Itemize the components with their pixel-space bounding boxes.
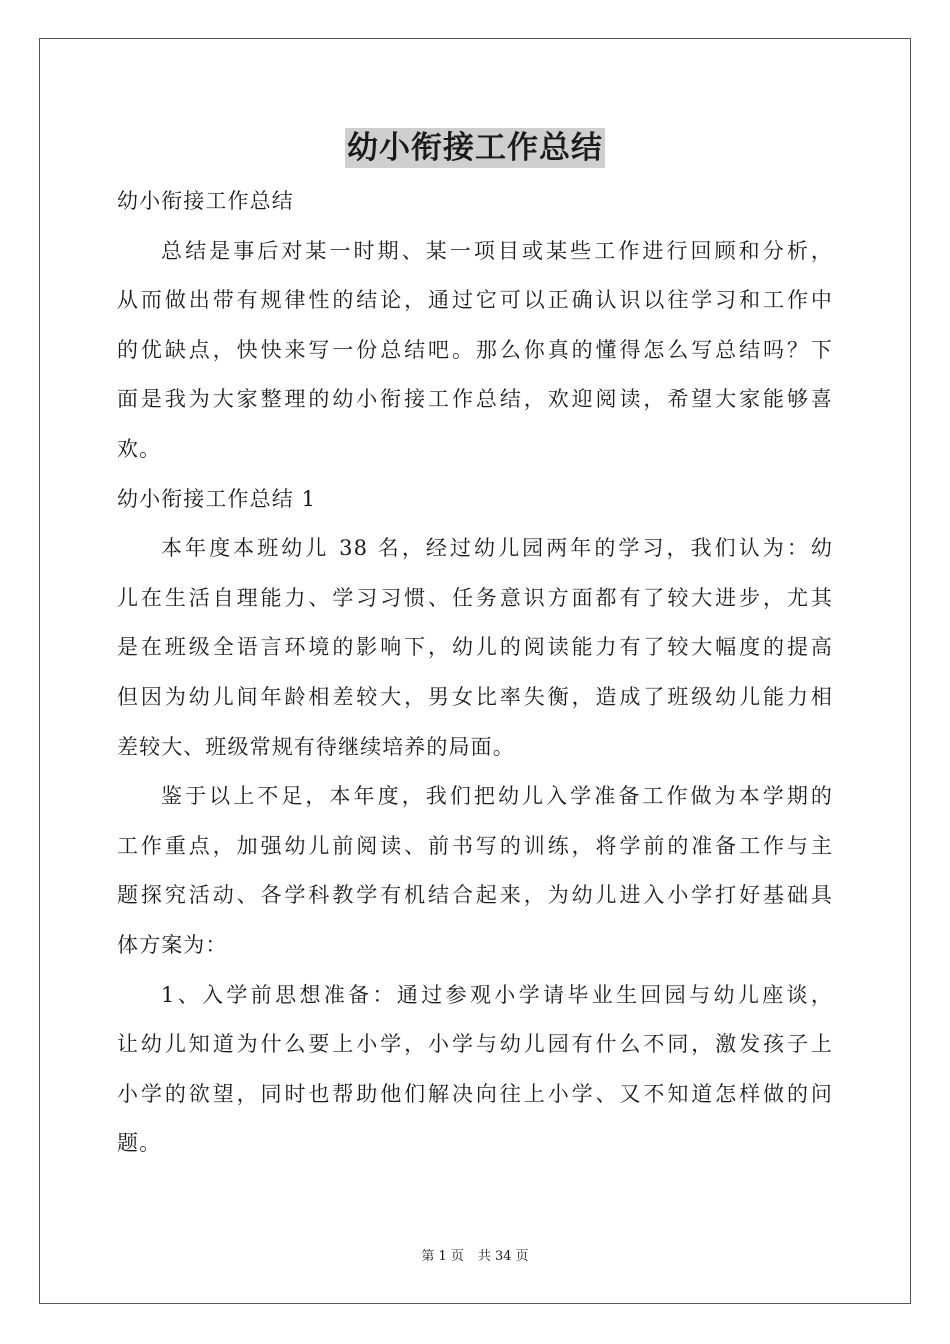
paragraph-line: 本年度本班幼儿 38 名，经过幼儿园两年的学习，我们认为：幼: [161, 536, 833, 561]
paragraph-line: 差较大、班级常规有待继续培养的局面。: [117, 734, 515, 759]
subtitle-line: 幼小衔接工作总结: [117, 189, 294, 213]
paragraph-line: 让幼儿知道为什么要上小学，小学与幼儿园有什么不同，激发孩子上: [117, 1032, 833, 1057]
paragraph-line: 1、入学前思想准备：通过参观小学请毕业生回园与幼儿座谈，: [161, 982, 833, 1007]
section-heading: 幼小衔接工作总结 1: [117, 486, 317, 511]
paragraph-line: 面是我为大家整理的幼小衔接工作总结，欢迎阅读，希望大家能够喜: [117, 387, 833, 412]
page-total: 共 34 页: [477, 1249, 529, 1264]
document-body: [117, 177, 833, 1169]
paragraph-line: 的优缺点，快快来写一份总结吧。那么你真的懂得怎么写总结吗？下: [117, 337, 833, 362]
paragraph-line: 从而做出带有规律性的结论，通过它可以正确认识以往学习和工作中: [117, 288, 833, 313]
document-title: [0, 128, 950, 168]
paragraph-line: 题。: [117, 1131, 162, 1156]
paragraph-line: 是在班级全语言环境的影响下，幼儿的阅读能力有了较大幅度的提高: [117, 635, 833, 660]
document-title-text: 幼小衔接工作总结: [347, 130, 603, 166]
paragraph-line: 工作重点，加强幼儿前阅读、前书写的训练，将学前的准备工作与主: [117, 833, 833, 858]
paragraph-line: 鉴于以上不足，本年度，我们把幼儿入学准备工作做为本学期的: [161, 784, 833, 809]
paragraph-line: 小学的欲望，同时也帮助他们解决向往上小学、又不知道怎样做的问: [117, 1081, 833, 1106]
paragraph-line: 题探究活动、各学科教学有机结合起来，为幼儿进入小学打好基础具: [117, 883, 833, 908]
paragraph-line: 儿在生活自理能力、学习习惯、任务意识方面都有了较大进步，尤其: [117, 585, 833, 610]
page-footer: [0, 1248, 950, 1266]
paragraph-line: 欢。: [117, 436, 162, 461]
paragraph-line: 总结是事后对某一时期、某一项目或某些工作进行回顾和分析，: [161, 238, 833, 263]
page-number: 第 1 页: [421, 1249, 464, 1264]
paragraph-line: 体方案为：: [117, 932, 228, 957]
paragraph-line: 但因为幼儿间年龄相差较大，男女比率失衡，造成了班级幼儿能力相: [117, 684, 833, 709]
